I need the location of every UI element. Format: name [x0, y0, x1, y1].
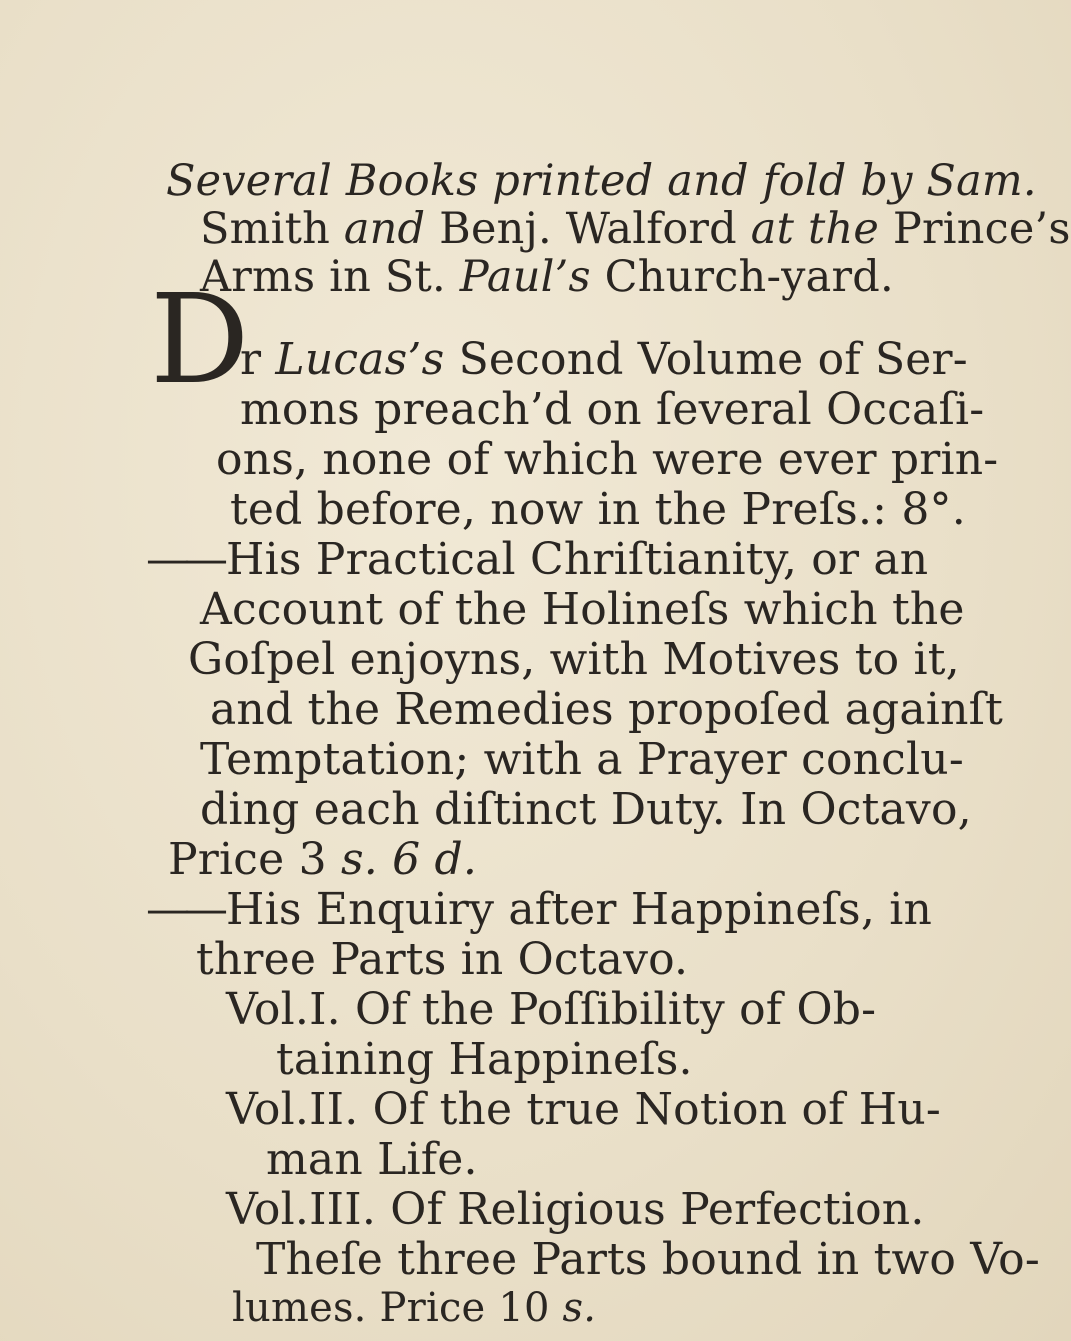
entry-2-line-3: Goſpel enjoyns, with Motives to it, [188, 634, 960, 685]
volume-1-line-1: Vol.I. Of the Poſſibility of Ob- [226, 984, 877, 1035]
volume-3-line-1: Vol.III. Of Religious Perfection. [226, 1184, 925, 1235]
volume-2-line-2: man Life. [266, 1134, 478, 1185]
entry-2-line-5: Temptation; with a Prayer conclu- [200, 734, 964, 785]
binding-line-1: Theſe three Parts bound in two Vo- [256, 1234, 1040, 1285]
entry-1-line-4: ted before, now in the Preſs.: 8°. [230, 484, 966, 535]
volume-2-line-1: Vol.II. Of the true Notion of Hu- [226, 1084, 941, 1135]
volume-1-line-2: taining Happineſs. [276, 1034, 693, 1085]
binding-line-2: lumes. Price 10 s. [232, 1285, 597, 1331]
entry-2-price: Price 3 s. 6 d. [168, 834, 478, 885]
entry-2-line-6: ding each diſtinct Duty. In Octavo, [200, 784, 972, 835]
em-dash: —— [146, 884, 222, 935]
drop-cap: D [150, 268, 250, 412]
entry-2-line-2: Account of the Holineſs which the [200, 584, 965, 635]
entry-3-line-2: three Parts in Octavo. [196, 934, 689, 985]
header-line-1: Several Books printed and fold by Sam. [166, 156, 1037, 206]
em-dash: —— [146, 534, 222, 585]
entry-2-line-4: and the Remedies propoſed againſt [210, 684, 1003, 735]
entry-3-line-1: ——His Enquiry after Happineſs, in [146, 884, 933, 935]
entry-1-line-2: mons preach’d on ſeveral Occaſi- [240, 384, 985, 435]
entry-1-line-3: ons, none of which were ever prin- [216, 434, 999, 485]
header-line-2: Smith and Benj. Walford at the Prince’s [200, 204, 1071, 254]
entry-2-line-1: ——His Practical Chriſtianity, or an [146, 534, 929, 585]
entry-1-line-1: r Lucas’s Second Volume of Ser- [240, 334, 968, 385]
header-line-3: Arms in St. Paul’s Church-yard. [200, 252, 894, 302]
